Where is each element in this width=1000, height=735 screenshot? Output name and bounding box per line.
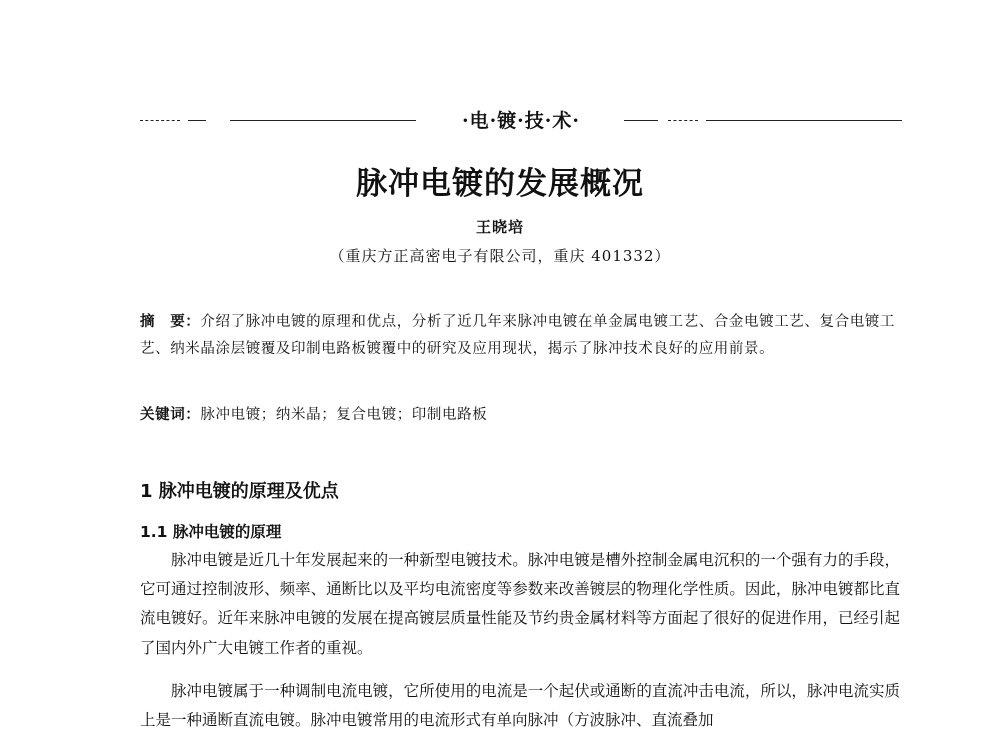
body-paragraph: 脉冲电镀是近几十年发展起来的一种新型电镀技术。脉冲电镀是槽外控制金属电沉积的一个强有力的手段，它可通过控制波形、频率、通断比以及平均电流密度等参数来改善镀层的物理化学性质。因此，脉冲电镀都比直流电镀好。近年来脉冲电镀的发展在提高镀层质量性能及节约贵金属材料等方面起了很好的促进作用，已经引起了国内外广大电镀工作者的重视。 [140, 551, 900, 657]
abstract-text: 介绍了脉冲电镀的原理和优点，分析了近几年来脉冲电镀在单金属电镀工艺、合金电镀工艺、复合电镀工艺、纳米晶涂层镀覆及印制电路板镀覆中的研究及应用现状，揭示了脉冲技术良好的应用前景。 [140, 314, 896, 357]
article-author: 王晓培 [475, 218, 524, 236]
subsection-heading: 1.1 脉冲电镀的原理 [140, 523, 282, 541]
header-rule [706, 120, 902, 121]
section-header [140, 104, 902, 134]
article-title: 脉冲电镀的发展概况 [356, 166, 644, 202]
author-affiliation: （重庆方正高密电子有限公司，重庆 401332） [329, 247, 671, 265]
header-rule [140, 120, 180, 121]
abstract-label: 摘 要： [140, 314, 201, 330]
keywords-label: 关键词： [140, 407, 201, 423]
section-heading: 1 脉冲电镀的原理及优点 [140, 481, 339, 502]
abstract [140, 309, 900, 363]
header-rule [230, 120, 416, 121]
keywords [140, 402, 900, 428]
section-label: ·电·镀·技·术· [461, 110, 581, 132]
header-rule [668, 120, 698, 121]
body-paragraph: 脉冲电镀属于一种调制电流电镀，它所使用的电流是一个起伏或通断的直流冲击电流，所以，脉冲电流实质上是一种通断直流电镀。脉冲电镀常用的电流形式有单向脉冲（方波脉冲、直流叠加 [140, 682, 900, 730]
keywords-text: 脉冲电镀；纳米晶；复合电镀；印制电路板 [200, 407, 488, 423]
header-rule [624, 120, 658, 121]
header-rule [188, 120, 206, 121]
